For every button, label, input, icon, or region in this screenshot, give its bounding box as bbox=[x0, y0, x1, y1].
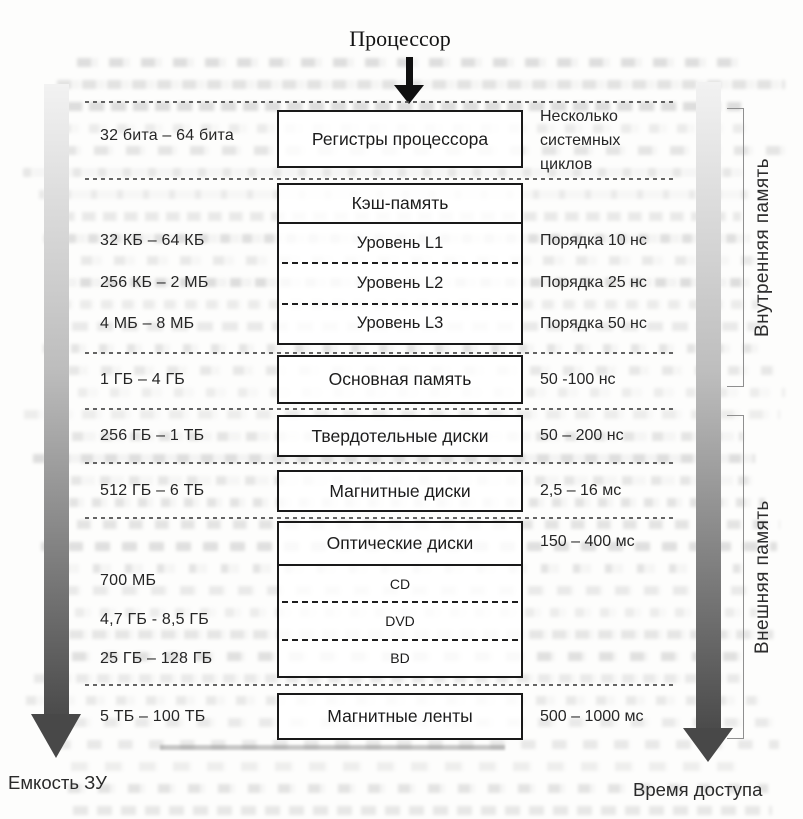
tape-time: 500 – 1000 мс bbox=[540, 708, 644, 725]
scan-artifact bbox=[160, 745, 505, 750]
tape-box-label: Магнитные ленты bbox=[327, 706, 473, 726]
ssd-box bbox=[277, 415, 523, 457]
optical-dvd-row: DVD bbox=[385, 612, 415, 629]
ssd-capacity: 256 ГБ – 1 ТБ bbox=[100, 427, 205, 444]
cache-l2-time: Порядка 25 нс bbox=[540, 274, 647, 291]
ssd-time: 50 – 200 нс bbox=[540, 427, 624, 444]
row-separator bbox=[85, 462, 676, 464]
internal-memory-bracket bbox=[727, 108, 744, 387]
main-memory-box bbox=[277, 355, 523, 404]
bleed-through-line bbox=[73, 806, 772, 815]
optical-cd-row: CD bbox=[389, 575, 411, 592]
external-memory-label: Внешняя память bbox=[752, 500, 773, 654]
optical-box bbox=[277, 521, 523, 678]
main-memory-box-label: Основная память bbox=[328, 369, 472, 389]
cache-l1-capacity: 32 КБ – 64 КБ bbox=[100, 232, 205, 249]
hdd-time: 2,5 – 16 мс bbox=[540, 482, 622, 499]
row-separator bbox=[85, 408, 676, 410]
tape-capacity: 5 ТБ – 100 ТБ bbox=[100, 708, 206, 725]
registers-box-label: Регистры процессора bbox=[311, 128, 489, 149]
optical-bd-row: BD bbox=[390, 650, 410, 667]
processor-down-arrow-icon bbox=[391, 57, 427, 105]
ssd-box-label: Твердотельные диски bbox=[311, 425, 489, 446]
row-separator bbox=[85, 352, 676, 354]
registers-capacity: 32 бита – 64 бита bbox=[100, 127, 234, 144]
cache-level-l3: Уровень L3 bbox=[356, 314, 444, 333]
hdd-box-label: Магнитные диски bbox=[329, 480, 471, 501]
bleed-through-line bbox=[71, 762, 749, 771]
cache-l1-time: Порядка 10 нс bbox=[540, 232, 647, 249]
hdd-box bbox=[277, 470, 523, 512]
hdd-capacity: 512 ГБ – 6 ТБ bbox=[100, 482, 205, 499]
cd-capacity: 700 МБ bbox=[100, 572, 157, 589]
cache-l3-time: Порядка 50 нс bbox=[540, 315, 647, 332]
dvd-capacity: 4,7 ГБ - 8,5 ГБ bbox=[100, 611, 209, 628]
registers-box bbox=[277, 110, 523, 168]
optical-time: 150 – 400 мс bbox=[540, 533, 635, 550]
cache-l3-capacity: 4 МБ – 8 МБ bbox=[100, 315, 195, 332]
processor-label: Процессор bbox=[349, 26, 451, 51]
external-memory-bracket bbox=[727, 415, 744, 739]
capacity-axis-label: Емкость ЗУ bbox=[8, 772, 107, 793]
cache-level-l1: Уровень L1 bbox=[356, 233, 444, 252]
main-memory-capacity: 1 ГБ – 4 ГБ bbox=[100, 371, 186, 388]
row-separator bbox=[85, 517, 676, 519]
capacity-axis-arrow-icon bbox=[30, 84, 82, 762]
tape-box bbox=[277, 693, 523, 740]
internal-memory-label: Внутренняя память bbox=[752, 158, 773, 337]
main-memory-time: 50 -100 нс bbox=[540, 371, 616, 388]
cache-box bbox=[277, 183, 523, 345]
cache-header: Кэш-память bbox=[279, 185, 521, 224]
cache-level-l2: Уровень L2 bbox=[356, 273, 444, 292]
row-separator bbox=[85, 178, 676, 180]
row-separator bbox=[85, 684, 676, 686]
cache-l2-capacity: 256 КБ – 2 МБ bbox=[100, 274, 209, 291]
bd-capacity: 25 ГБ – 128 ГБ bbox=[100, 650, 213, 667]
row-separator bbox=[85, 101, 676, 103]
registers-time: Несколько системных циклов bbox=[540, 108, 621, 173]
access-time-axis-label: Время доступа bbox=[633, 779, 763, 800]
optical-header: Оптические диски bbox=[279, 523, 521, 566]
